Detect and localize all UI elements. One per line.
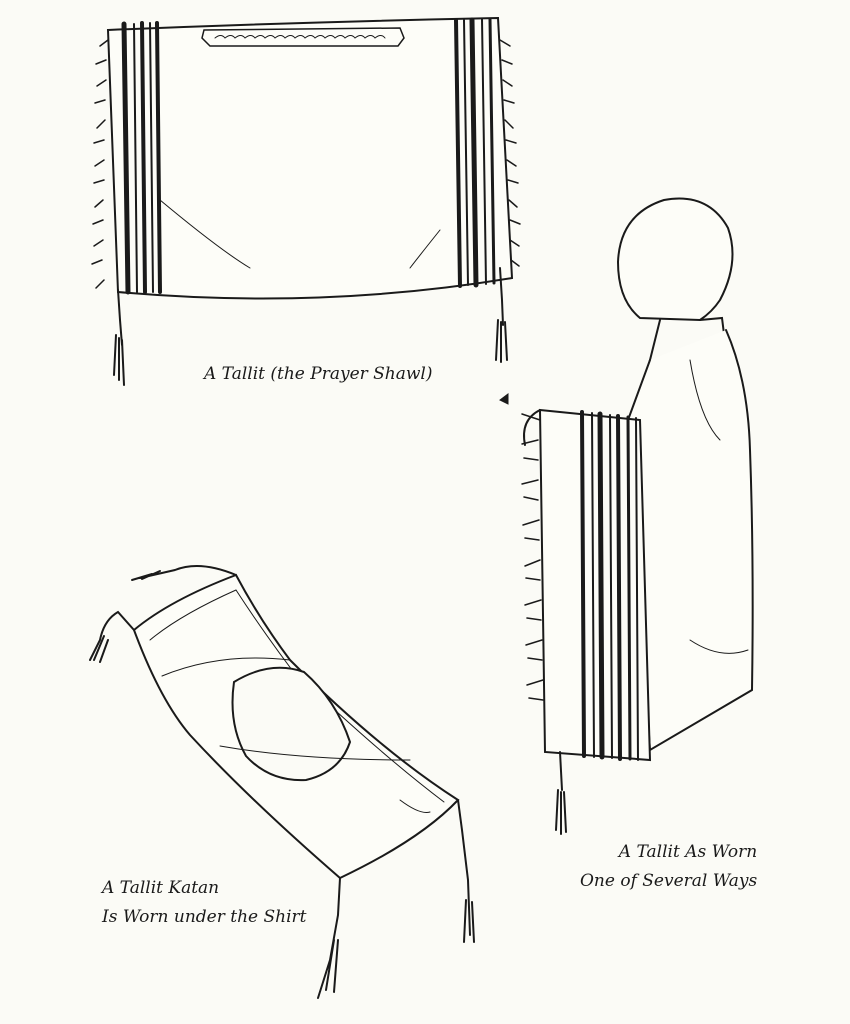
- caption-tallit-worn: [580, 838, 757, 896]
- caption-worn-line2: One of Several Ways: [580, 871, 758, 891]
- caption-tallit-katan: [102, 874, 306, 932]
- caption-katan-line2: Is Worn under the Shirt: [102, 907, 307, 927]
- caption-katan-line1: A Tallit Katan: [102, 878, 220, 898]
- caption-prayer-shawl: A Tallit (the Prayer Shawl): [204, 364, 433, 384]
- caption-worn-line1: A Tallit As Worn: [618, 842, 758, 862]
